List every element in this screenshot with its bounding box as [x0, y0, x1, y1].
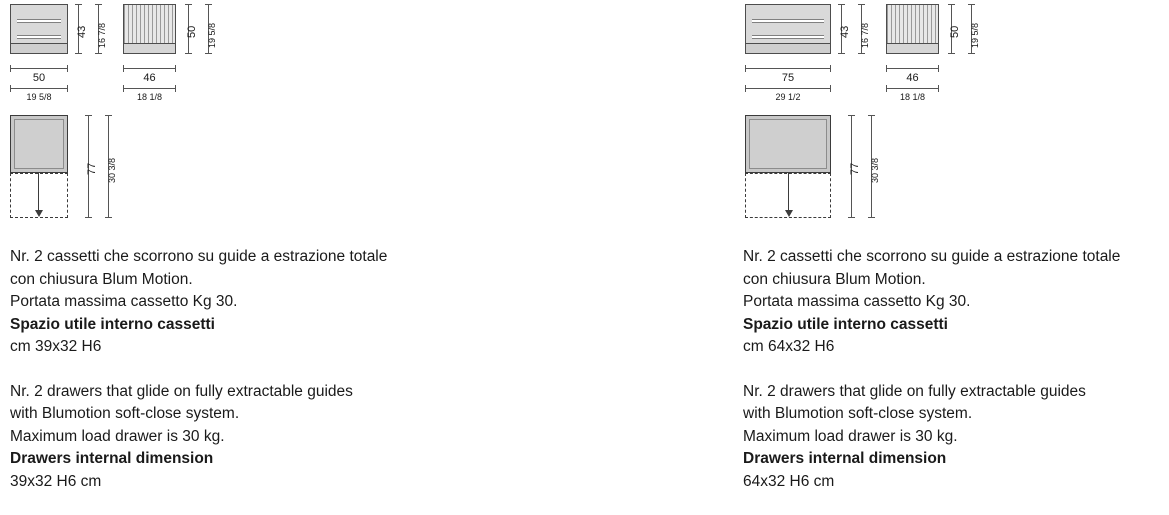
drawer-gap-upper: [17, 19, 61, 23]
base-plinth: [11, 43, 67, 53]
plan-arrow-line-left: [38, 173, 39, 211]
dim-line-side-width-left: [123, 68, 176, 69]
desc-it-line-1: Nr. 2 cassetti che scorrono su guide a estrazione totale: [10, 248, 388, 265]
plan-arrow-head-right: [785, 210, 793, 217]
dim-front-height-in-right: 16 7/8: [860, 22, 870, 48]
plan-inner-outline: [749, 119, 827, 169]
dim-front-width-cm-right: 75: [781, 72, 795, 84]
base-plinth-side: [887, 43, 938, 53]
dim-front-height-cm-right: 43: [839, 25, 851, 38]
cabinet-side-hatch: [886, 4, 939, 54]
front-elevation-left: [10, 4, 68, 54]
dim-front-height-in-left: 16 7/8: [97, 22, 107, 48]
dim-side-height-in-left: 19 5/8: [207, 22, 217, 48]
dim-side-width-cm-right: 46: [906, 72, 919, 84]
side-elevation-left: [123, 4, 176, 54]
desc-it-line-1: Nr. 2 cassetti che scorrono su guide a estrazione totale: [743, 248, 1121, 265]
base-plinth-side: [124, 43, 175, 53]
internal-value-it-right: cm 64x32 H6: [743, 338, 835, 355]
desc-en-line-1: Nr. 2 drawers that glide on fully extractable guides: [743, 382, 1086, 400]
dim-front-height-cm-left: 43: [76, 25, 88, 38]
dim-front-width-in-right: 29 1/2: [775, 92, 801, 102]
dim-front-width-cm-left: 50: [32, 72, 46, 84]
drawings-group-left: [0, 0, 560, 230]
plan-arrow-line-right: [788, 173, 789, 211]
dim-side-width-in-left: 18 1/8: [136, 92, 163, 102]
internal-label-en-right: Drawers internal dimension: [743, 450, 947, 467]
desc-en-line-1: Nr. 2 drawers that glide on fully extractable guides: [10, 382, 353, 400]
base-plinth: [746, 43, 830, 53]
dim-side-width-cm-left: 46: [143, 72, 156, 84]
dim-front-width-in-left: 19 5/8: [26, 92, 52, 102]
dim-line-side-width-in-left: [123, 88, 176, 89]
paragraph-spacer: [743, 359, 1169, 381]
desc-it-line-3: Portata massima cassetto Kg 30.: [10, 293, 238, 310]
desc-it-line-2: con chiusura Blum Motion.: [10, 270, 193, 288]
drawer-gap-lower: [752, 35, 824, 39]
desc-en-line-2: with Blumotion soft-close system.: [10, 405, 240, 422]
dim-line-front-width-left: [10, 68, 68, 69]
internal-value-it-left: cm 39x32 H6: [10, 338, 102, 355]
product-panel-right: [733, 0, 1169, 515]
dim-line-front-width-in-right: [745, 88, 831, 89]
dim-plan-height-cm-left: 77: [86, 162, 98, 175]
dim-plan-height-cm-right: 77: [849, 162, 861, 175]
internal-value-en-right: 64x32 H6 cm: [743, 472, 835, 490]
dim-line-front-width-right: [745, 68, 831, 69]
cabinet-body: [745, 4, 831, 54]
drawer-gap-upper: [752, 19, 824, 23]
desc-it-line-3: Portata massima cassetto Kg 30.: [743, 293, 971, 310]
front-elevation-right: [745, 4, 831, 54]
dim-line-front-width-in-left: [10, 88, 68, 89]
dim-side-height-cm-left: 50: [186, 25, 198, 38]
internal-value-en-left: 39x32 H6 cm: [10, 472, 102, 490]
cabinet-body: [10, 4, 68, 54]
description-block-left: [10, 246, 550, 493]
desc-en-line-3: Maximum load drawer is 30 kg.: [10, 427, 225, 445]
dim-line-side-width-in-right: [886, 88, 939, 89]
dim-side-height-cm-right: 50: [949, 25, 961, 38]
internal-label-en-left: Drawers internal dimension: [10, 450, 214, 467]
dim-plan-height-in-left: 30 3/8: [107, 157, 117, 183]
side-elevation-right: [886, 4, 939, 54]
description-block-right: [743, 246, 1169, 493]
plan-view-left: [10, 115, 68, 173]
plan-view-right: [745, 115, 831, 173]
desc-en-line-2: with Blumotion soft-close system.: [743, 405, 973, 422]
internal-label-it-right: Spazio utile interno cassetti: [743, 315, 948, 333]
drawer-gap-lower: [17, 35, 61, 39]
paragraph-spacer: [10, 359, 550, 381]
dim-side-height-in-right: 19 5/8: [970, 22, 980, 48]
cabinet-side-hatch: [123, 4, 176, 54]
drawings-group-right: [733, 0, 1169, 230]
dim-side-width-in-right: 18 1/8: [899, 92, 926, 102]
plan-arrow-head-left: [35, 210, 43, 217]
internal-label-it-left: Spazio utile interno cassetti: [10, 315, 215, 333]
desc-en-line-3: Maximum load drawer is 30 kg.: [743, 427, 958, 445]
product-panel-left: [0, 0, 560, 515]
dim-plan-height-in-right: 30 3/8: [870, 157, 880, 183]
desc-it-line-2: con chiusura Blum Motion.: [743, 270, 926, 288]
dim-line-side-width-right: [886, 68, 939, 69]
plan-inner-outline: [14, 119, 64, 169]
